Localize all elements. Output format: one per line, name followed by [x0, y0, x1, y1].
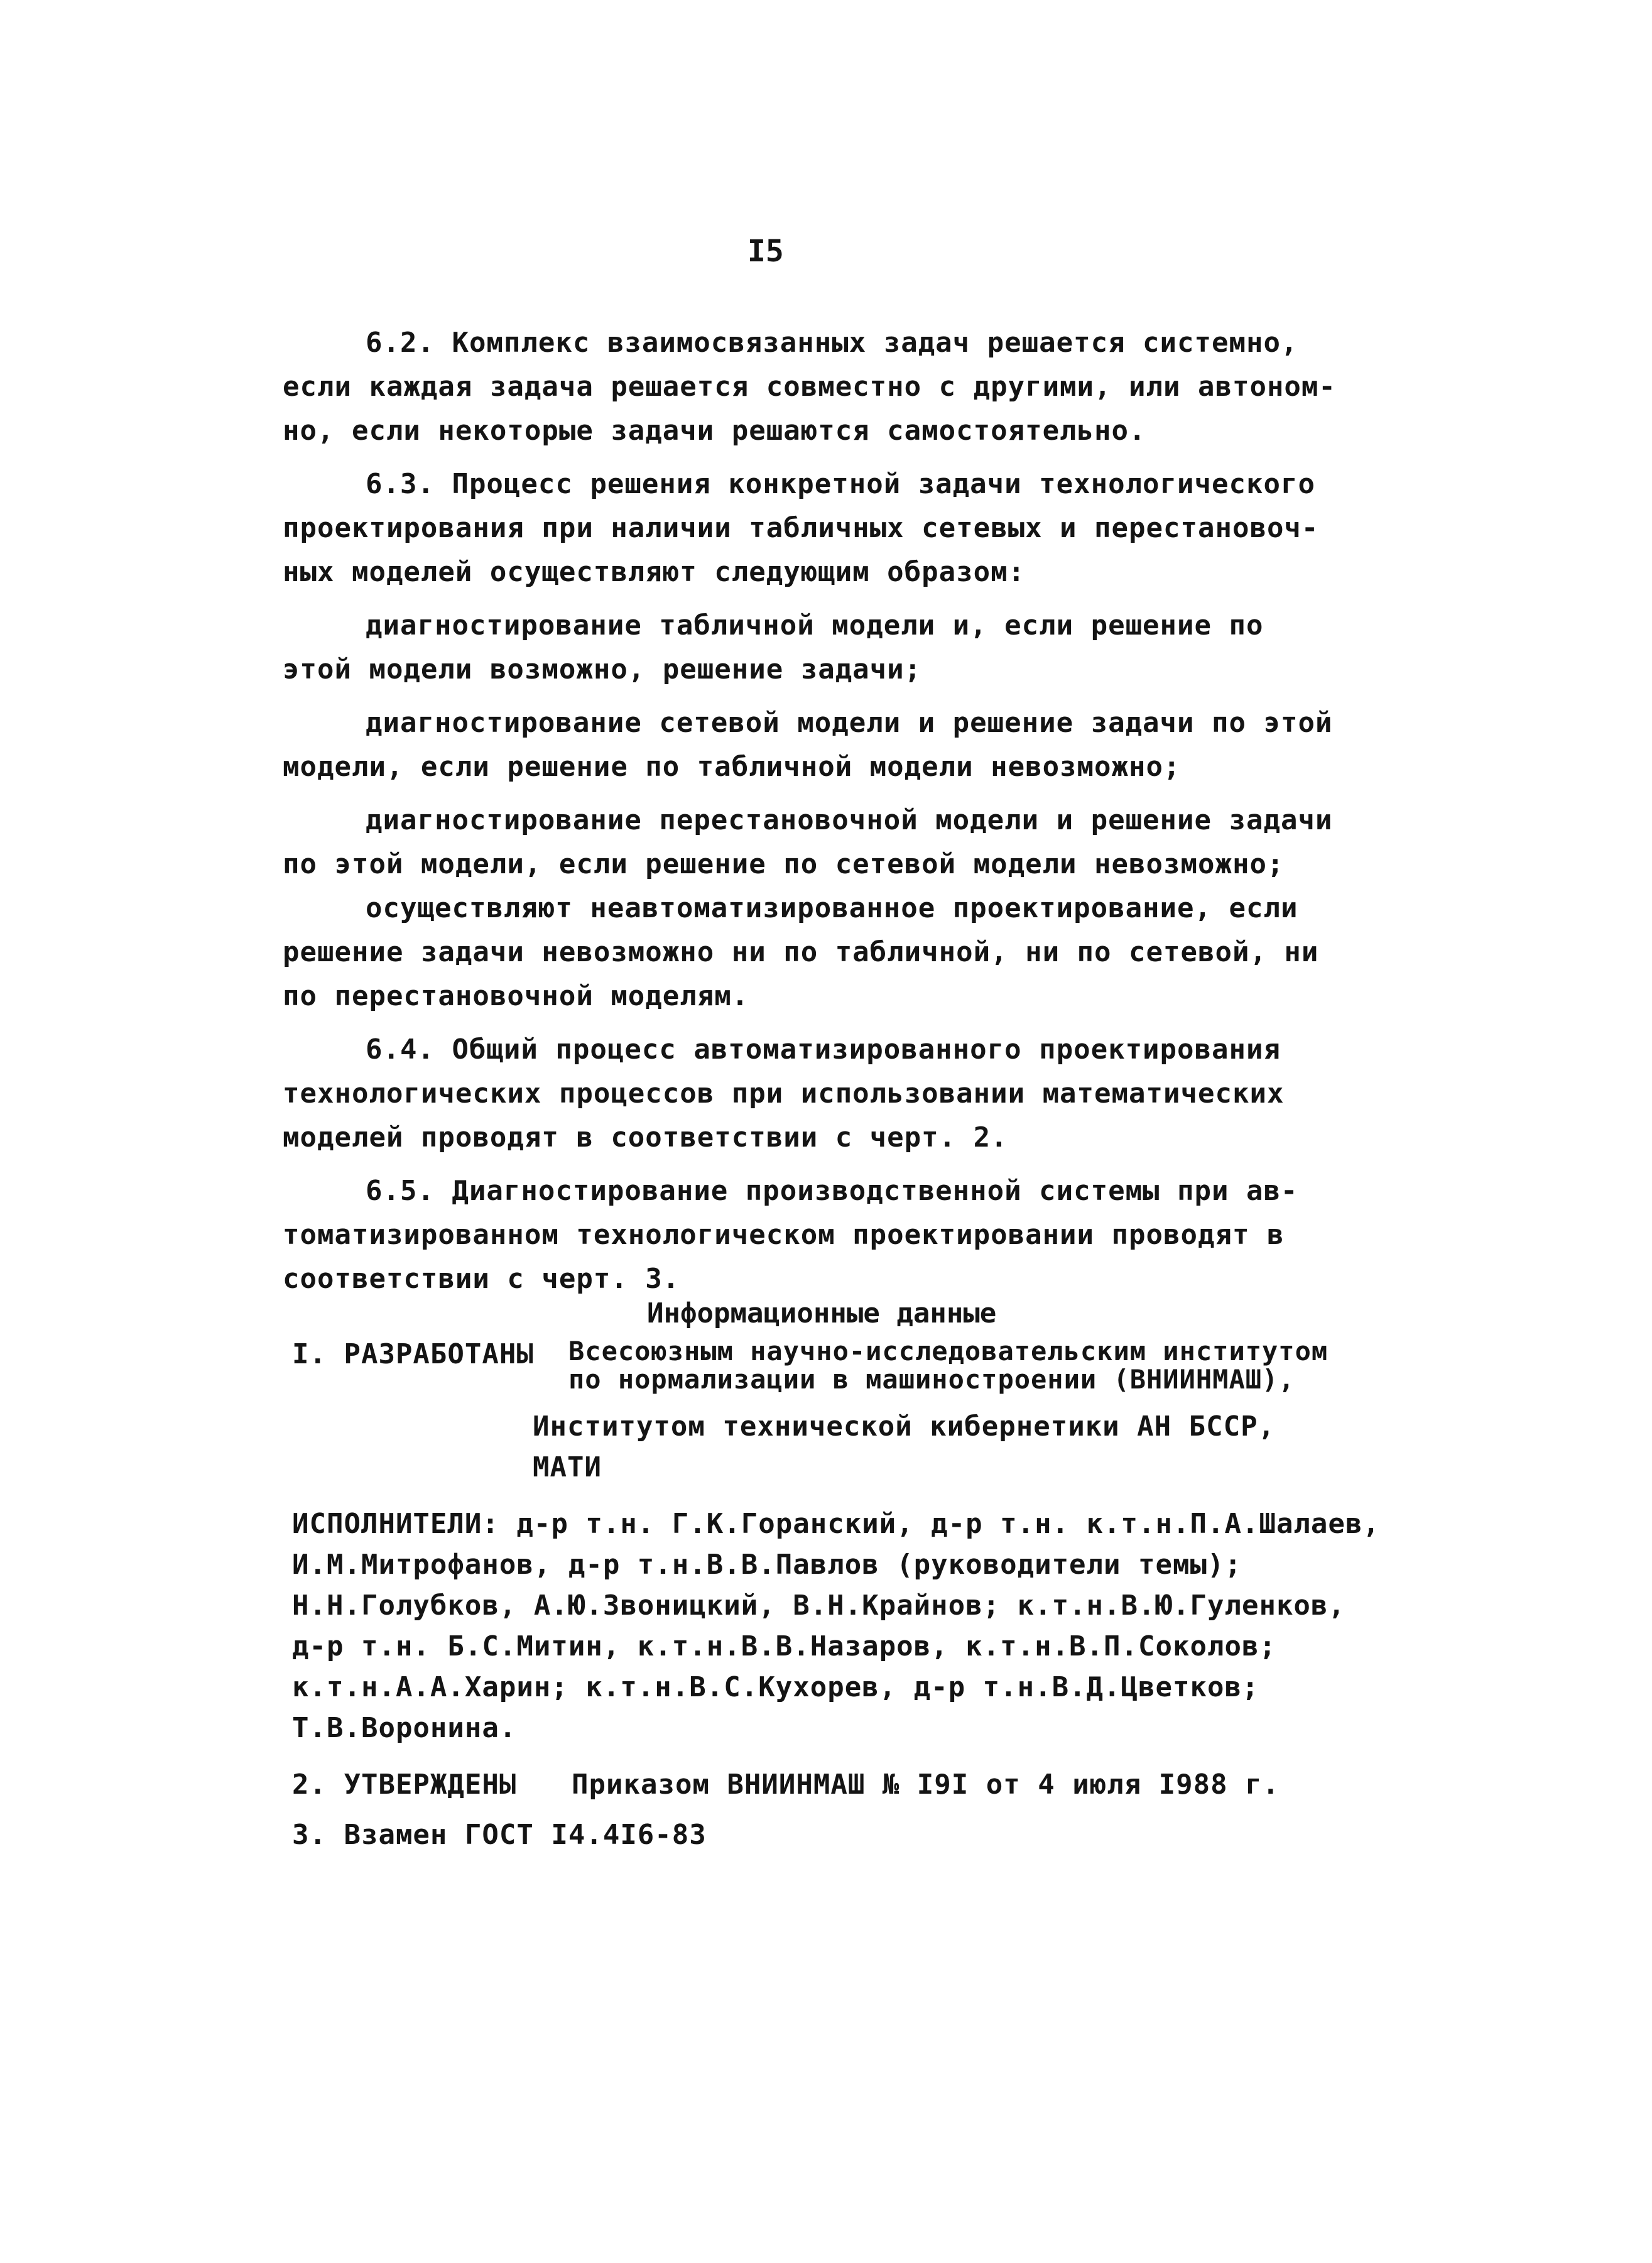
- replaces-text: 3. Взамен ГОСТ I4.4I6-83: [292, 1819, 707, 1851]
- executors-line-1: ИСПОЛНИТЕЛИ: д-р т.н. Г.К.Горанский, д-р т.н. к.т.н.П.А.Шалаев,: [292, 1508, 1380, 1540]
- approved-text: Приказом ВНИИНМАШ № I9I от 4 июля I988 г.: [572, 1769, 1280, 1801]
- section-6-2-line-3: но, если некоторые задачи решаются самостоятельно.: [283, 415, 1146, 447]
- section-6-4-line-3: моделей проводят в соответствии с черт. 2.: [283, 1121, 1008, 1153]
- item-1-line-1: диагностирование табличной модели и, если решение по: [366, 609, 1264, 641]
- section-6-4-line-1: 6.4. Общий процесс автоматизированного проектирования: [366, 1033, 1281, 1066]
- item-4-line-1: осуществляют неавтоматизированное проектирование, если: [366, 892, 1298, 924]
- item-3-line-2: по этой модели, если решение по сетевой модели невозможно;: [283, 848, 1285, 880]
- section-6-3-line-1: 6.3. Процесс решения конкретной задачи технологического: [366, 468, 1315, 500]
- developer-line-4: МАТИ: [533, 1451, 602, 1483]
- section-6-2-line-1: 6.2. Комплекс взаимосвязанных задач решается системно,: [366, 327, 1298, 359]
- developer-line-1: Всесоюзным научно-исследовательским институтом: [568, 1336, 1329, 1366]
- section-6-3-line-2: проектирования при наличии табличных сетевых и перестановоч-: [283, 512, 1319, 544]
- section-6-3-line-3: ных моделей осуществляют следующим образом:: [283, 556, 1026, 588]
- item-4-line-3: по перестановочной моделям.: [283, 980, 749, 1012]
- item-3-line-1: диагностирование перестановочной модели и решение задачи: [366, 804, 1333, 836]
- section-6-5-line-1: 6.5. Диагностирование производственной системы при ав-: [366, 1175, 1298, 1207]
- executors-line-3: Н.Н.Голубков, А.Ю.Звоницкий, В.Н.Крайнов; к.т.н.В.Ю.Гуленков,: [292, 1590, 1345, 1622]
- item-2-line-2: модели, если решение по табличной модели невозможно;: [283, 751, 1181, 783]
- item-1-line-2: этой модели возможно, решение задачи;: [283, 653, 922, 685]
- page-number: I5: [747, 234, 784, 269]
- item-2-line-1: диагностирование сетевой модели и решение задачи по этой: [366, 707, 1333, 739]
- developed-label: I. РАЗРАБОТАНЫ: [292, 1338, 534, 1370]
- item-4-line-2: решение задачи невозможно ни по табличной, ни по сетевой, ни: [283, 936, 1319, 968]
- section-6-5-line-2: томатизированном технологическом проектировании проводят в: [283, 1219, 1285, 1251]
- executors-line-4: д-р т.н. Б.С.Митин, к.т.н.В.В.Назаров, к.т.н.В.П.Соколов;: [292, 1630, 1276, 1662]
- executors-line-6: Т.В.Воронина.: [292, 1712, 517, 1744]
- executors-line-2: И.М.Митрофанов, д-р т.н.В.В.Павлов (руководители темы);: [292, 1549, 1242, 1581]
- developer-line-3: Институтом технической кибернетики АН БССР,: [533, 1410, 1276, 1442]
- section-6-2-line-2: если каждая задача решается совместно с другими, или автоном-: [283, 371, 1336, 403]
- executors-line-5: к.т.н.А.А.Харин; к.т.н.В.С.Кухорев, д-р т.н.В.Д.Цветков;: [292, 1671, 1259, 1703]
- section-6-4-line-2: технологических процессов при использовании математических: [283, 1077, 1285, 1110]
- info-heading: Информационные данные: [647, 1297, 997, 1329]
- approved-label: 2. УТВЕРЖДЕНЫ: [292, 1769, 517, 1801]
- developer-line-2: по нормализации в машиностроении (ВНИИНМАШ),: [568, 1364, 1295, 1395]
- section-6-5-line-3: соответствии с черт. 3.: [283, 1263, 680, 1295]
